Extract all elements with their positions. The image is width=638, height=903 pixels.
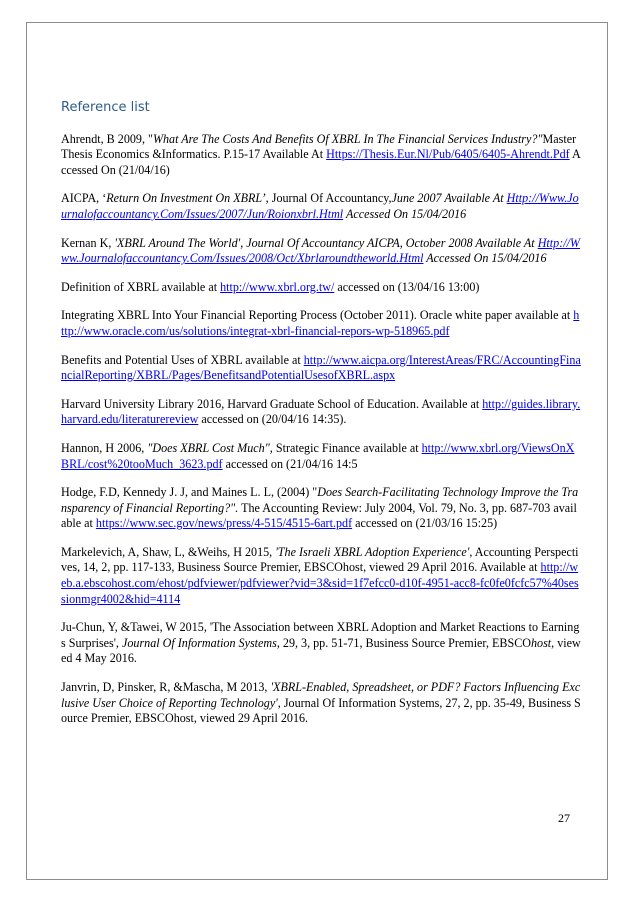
reference-text: Return On Investment On XBRL’, <box>106 191 269 206</box>
reference-text: Strategic Finance available at <box>272 440 422 455</box>
reference-link[interactable]: http://www.xbrl.org/ViewsOnXBRL/cost%20tooMuch_3623.pdf <box>61 440 575 471</box>
reference-link[interactable]: Http://Www.Journalofaccountancy.Com/Issues/2008/Oct/Xbrlaroundtheworld.Html <box>61 235 581 266</box>
reference-list <box>61 100 581 740</box>
reference-text: , Journal Of Information Systems, 27, 2, pp. 35-49, Business Source Premier, EBSCOhost, viewed 29 April 2016. <box>61 695 581 726</box>
reference-entry <box>61 620 581 667</box>
reference-text: "Does XBRL Cost Much", <box>147 440 273 455</box>
reference-text: host <box>531 635 552 650</box>
reference-link[interactable]: http://www.aicpa.org/InterestAreas/FRC/AccountingFinancialReporting/XBRL/Pages/BenefitsandPotentialUsesofXBRL.aspx <box>61 352 581 383</box>
reference-text: Journal Of Accountancy, <box>268 191 392 206</box>
reference-text: Accessed On 15/04/2016 <box>343 206 467 221</box>
reference-text: , viewed 4 May 2016. <box>61 635 581 666</box>
reference-text: accessed on (13/04/16 13:00) <box>334 279 480 294</box>
reference-entry <box>61 441 581 472</box>
reference-text: What Are The Costs And Benefits Of XBRL In The Financial Services Industry?" <box>152 131 543 146</box>
reference-text: Accessed On (21/04/16) <box>61 147 581 177</box>
reference-entry <box>61 280 581 296</box>
reference-text: Markelevich, A, Shaw, L, &Weihs, H 2015, <box>61 544 276 559</box>
reference-text: accessed on (20/04/16 14:35). <box>198 412 347 427</box>
reference-text: Hannon, H 2006, <box>61 440 148 455</box>
reference-entry <box>61 353 581 384</box>
reference-text: Janvrin, D, Pinsker, R, &Mascha, M 2013, <box>61 680 271 695</box>
reference-text: Integrating XBRL Into Your Financial Reporting Process (October 2011). Oracle white paper available at <box>61 308 574 323</box>
reference-text: Does Search-Facilitating Technology Improve the Transparency of Financial Reporting?". <box>61 485 579 515</box>
reference-text: Journal Of Information Systems <box>121 635 277 650</box>
reference-text: Master Thesis Economics &Informatics. P.15-17 Available At <box>61 131 577 162</box>
reference-text: accessed on (21/04/16 14:5 <box>222 456 358 471</box>
reference-link[interactable]: http://www.oracle.com/us/solutions/integrat-xbrl-financial-repors-wp-518965.pdf <box>61 308 580 338</box>
reference-text: 'The Israeli XBRL Adoption Experience' <box>275 544 470 559</box>
reference-link[interactable]: Http://Www.Journalofaccountancy.Com/Issues/2007/Jun/Roionxbrl.Html <box>61 191 579 221</box>
reference-link[interactable]: Https://Thesis.Eur.Nl/Pub/6405/6405-Ahrendt.Pdf <box>326 147 570 162</box>
reference-entry <box>61 485 581 532</box>
reference-text: June 2007 Available At <box>391 191 507 206</box>
reference-entry <box>61 236 581 267</box>
reference-text: Kernan K, <box>61 235 115 250</box>
reference-text: accessed on (21/03/16 15:25) <box>352 516 498 531</box>
reference-entry <box>61 308 581 339</box>
reference-link[interactable]: http://www.xbrl.org.tw/ <box>220 279 335 294</box>
reference-text: The Accounting Review: July 2004, Vol. 79, No. 3, pp. 687-703 available at <box>61 500 577 531</box>
reference-entry <box>61 132 581 179</box>
page-title: Reference list <box>61 100 150 115</box>
reference-link[interactable]: http://web.a.ebscohost.com/ehost/pdfviewer/pdfviewer?vid=3&sid=1f7efcc0-d10f-4951-acc8-fc0fe0fcfc57%40sessionmgr4002&hid=4114 <box>61 560 579 606</box>
reference-entry <box>61 191 581 222</box>
reference-text: Harvard University Library 2016, Harvard Graduate School of Education. Available at <box>61 396 483 411</box>
page-number: 27 <box>558 811 570 825</box>
reference-text: Hodge, F.D, Kennedy J. J, and Maines L. L, (2004) " <box>61 485 318 500</box>
reference-entry <box>61 545 581 607</box>
reference-text: , 29, 3, pp. 51-71, Business Source Premier, EBSCO <box>276 635 531 650</box>
references <box>61 132 581 727</box>
reference-text: Ahrendt, B 2009, " <box>61 131 153 146</box>
reference-link[interactable]: https://www.sec.gov/news/press/4-515/4515-6art.pdf <box>95 516 353 531</box>
reference-text: Accessed On 15/04/2016 <box>423 251 547 266</box>
reference-text: Benefits and Potential Uses of XBRL available at <box>61 352 304 367</box>
reference-entry <box>61 680 581 727</box>
reference-text: Ju-Chun, Y, &Tawei, W 2015, 'The Association between XBRL Adoption and Market Reactions to Earnings Surprises', <box>61 620 580 650</box>
reference-text: 'XBRL-Enabled, Spreadsheet, or PDF? Factors Influencing Exclusive User Choice of Reporting Technology' <box>61 680 581 710</box>
reference-entry <box>61 397 581 428</box>
reference-text: Definition of XBRL available at <box>61 279 221 294</box>
reference-text: , Accounting Perspectives, 14, 2, pp. 117-133, Business Source Premier, EBSCOhost, viewed 29 April 2016. Available at <box>61 544 579 575</box>
reference-text: AICPA, ‘ <box>61 191 107 206</box>
reference-text: 'XBRL Around The World', Journal Of Accountancy AICPA, October 2008 Available At <box>114 235 538 250</box>
reference-link[interactable]: http://guides.library.harvard.edu/literaturereview <box>61 396 581 427</box>
